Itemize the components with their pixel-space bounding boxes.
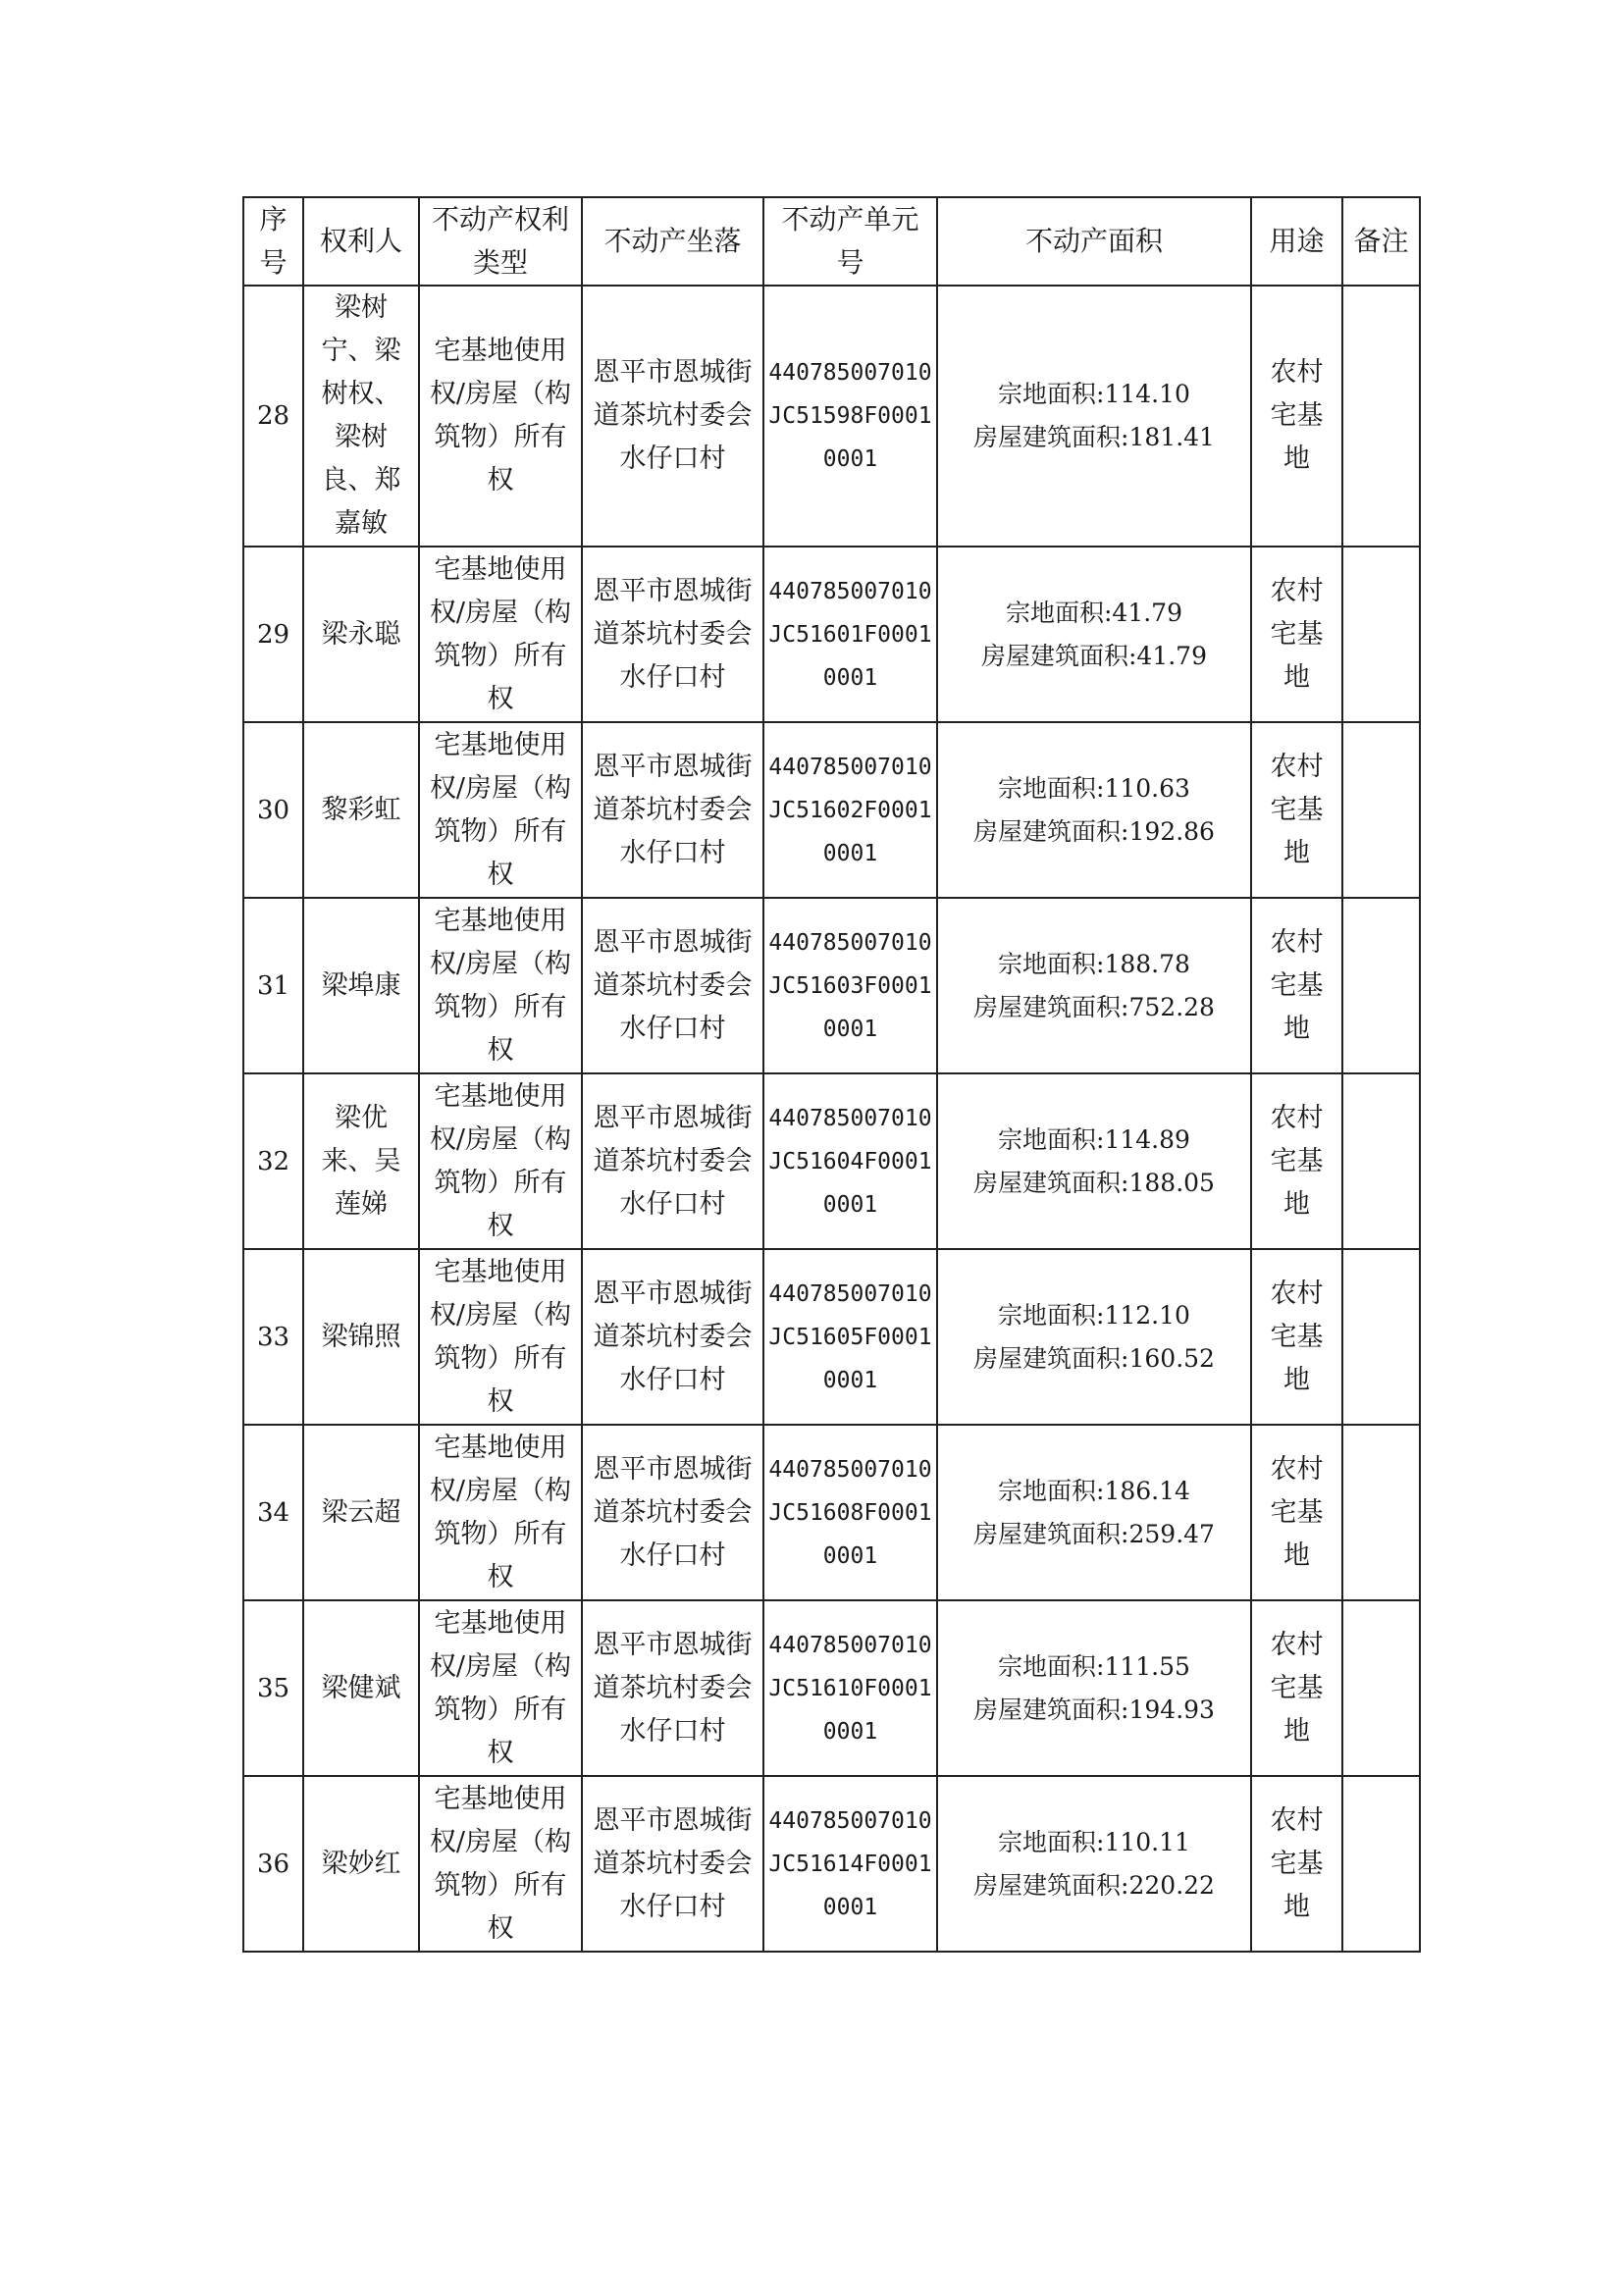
cell-right-type: 宅基地使用权/房屋（构筑物）所有权: [419, 547, 582, 722]
land-area: 宗地面积:188.78: [998, 949, 1190, 978]
cell-area: [937, 1776, 1251, 1952]
building-area: 房屋建筑面积:188.05: [973, 1168, 1215, 1197]
cell-usage: 农村宅基地: [1251, 1600, 1342, 1776]
cell-right-type: 宅基地使用权/房屋（构筑物）所有权: [419, 286, 582, 547]
header-row: [243, 197, 1420, 286]
land-area: 宗地面积:186.14: [998, 1476, 1190, 1505]
table-row: [243, 1425, 1420, 1600]
cell-right-type: 宅基地使用权/房屋（构筑物）所有权: [419, 722, 582, 898]
cell-holder: 梁妙红: [303, 1776, 419, 1952]
cell-remark: [1342, 1249, 1420, 1425]
cell-holder: 梁永聪: [303, 547, 419, 722]
land-area: 宗地面积:114.89: [998, 1124, 1190, 1154]
land-area: 宗地面积:110.63: [998, 773, 1190, 803]
header-area: 不动产面积: [937, 197, 1251, 286]
header-location: 不动产坐落: [582, 197, 763, 286]
header-no: 序号: [243, 197, 303, 286]
cell-remark: [1342, 898, 1420, 1073]
cell-unit-no: 440785007010JC51604F00010001: [763, 1073, 937, 1249]
cell-holder: 梁健斌: [303, 1600, 419, 1776]
table-row: [243, 1073, 1420, 1249]
land-area: 宗地面积:114.10: [998, 380, 1190, 408]
cell-location: 恩平市恩城街道茶坑村委会水仔口村: [582, 722, 763, 898]
cell-usage: 农村宅基地: [1251, 1776, 1342, 1952]
header-usage: 用途: [1251, 197, 1342, 286]
cell-unit-no: 440785007010JC51608F00010001: [763, 1425, 937, 1600]
building-area: 房屋建筑面积:259.47: [973, 1519, 1215, 1548]
cell-remark: [1342, 547, 1420, 722]
header-right-type: 不动产权利类型: [419, 197, 582, 286]
header-holder: 权利人: [303, 197, 419, 286]
land-area: 宗地面积:110.11: [998, 1827, 1190, 1856]
cell-area: [937, 286, 1251, 547]
cell-remark: [1342, 1600, 1420, 1776]
cell-no: 31: [243, 898, 303, 1073]
land-area: 宗地面积:112.10: [998, 1300, 1190, 1330]
building-area: 房屋建筑面积:41.79: [981, 641, 1207, 670]
land-area: 宗地面积:41.79: [1006, 598, 1182, 627]
cell-location: 恩平市恩城街道茶坑村委会水仔口村: [582, 547, 763, 722]
cell-no: 28: [243, 286, 303, 547]
cell-holder: 黎彩虹: [303, 722, 419, 898]
cell-location: 恩平市恩城街道茶坑村委会水仔口村: [582, 898, 763, 1073]
cell-holder: 梁埠康: [303, 898, 419, 1073]
table-row: [243, 898, 1420, 1073]
cell-right-type: 宅基地使用权/房屋（构筑物）所有权: [419, 1249, 582, 1425]
cell-usage: 农村宅基地: [1251, 1249, 1342, 1425]
cell-right-type: 宅基地使用权/房屋（构筑物）所有权: [419, 898, 582, 1073]
document-sheet: [242, 196, 1421, 1953]
building-area: 房屋建筑面积:194.93: [973, 1695, 1215, 1724]
cell-right-type: 宅基地使用权/房屋（构筑物）所有权: [419, 1600, 582, 1776]
cell-area: [937, 1425, 1251, 1600]
table-row: [243, 1600, 1420, 1776]
cell-remark: [1342, 286, 1420, 547]
cell-location: 恩平市恩城街道茶坑村委会水仔口村: [582, 1776, 763, 1952]
cell-right-type: 宅基地使用权/房屋（构筑物）所有权: [419, 1776, 582, 1952]
cell-unit-no: 440785007010JC51605F00010001: [763, 1249, 937, 1425]
cell-usage: 农村宅基地: [1251, 547, 1342, 722]
cell-holder: 梁树宁、梁树权、梁树良、郑嘉敏: [303, 286, 419, 547]
table-row: [243, 722, 1420, 898]
building-area: 房屋建筑面积:752.28: [973, 992, 1215, 1021]
header-unit-no: 不动产单元号: [763, 197, 937, 286]
building-area: 房屋建筑面积:192.86: [973, 816, 1215, 846]
cell-location: 恩平市恩城街道茶坑村委会水仔口村: [582, 1425, 763, 1600]
cell-right-type: 宅基地使用权/房屋（构筑物）所有权: [419, 1425, 582, 1600]
cell-unit-no: 440785007010JC51614F00010001: [763, 1776, 937, 1952]
cell-usage: 农村宅基地: [1251, 898, 1342, 1073]
cell-no: 35: [243, 1600, 303, 1776]
cell-area: [937, 722, 1251, 898]
cell-remark: [1342, 1073, 1420, 1249]
cell-unit-no: 440785007010JC51602F00010001: [763, 722, 937, 898]
cell-area: [937, 1073, 1251, 1249]
cell-no: 36: [243, 1776, 303, 1952]
cell-holder: 梁优来、吴莲娣: [303, 1073, 419, 1249]
table-row: [243, 1776, 1420, 1952]
cell-no: 32: [243, 1073, 303, 1249]
cell-remark: [1342, 1425, 1420, 1600]
cell-area: [937, 1249, 1251, 1425]
cell-location: 恩平市恩城街道茶坑村委会水仔口村: [582, 1249, 763, 1425]
cell-remark: [1342, 1776, 1420, 1952]
table-row: [243, 547, 1420, 722]
cell-usage: 农村宅基地: [1251, 286, 1342, 547]
cell-unit-no: 440785007010JC51603F00010001: [763, 898, 937, 1073]
cell-area: [937, 1600, 1251, 1776]
cell-usage: 农村宅基地: [1251, 1073, 1342, 1249]
cell-unit-no: 440785007010JC51610F00010001: [763, 1600, 937, 1776]
cell-no: 29: [243, 547, 303, 722]
header-remark: 备注: [1342, 197, 1420, 286]
table-row: [243, 1249, 1420, 1425]
cell-remark: [1342, 722, 1420, 898]
building-area: 房屋建筑面积:181.41: [973, 423, 1215, 451]
cell-holder: 梁云超: [303, 1425, 419, 1600]
building-area: 房屋建筑面积:220.22: [973, 1870, 1215, 1900]
cell-area: [937, 547, 1251, 722]
cell-location: 恩平市恩城街道茶坑村委会水仔口村: [582, 1073, 763, 1249]
cell-usage: 农村宅基地: [1251, 722, 1342, 898]
building-area: 房屋建筑面积:160.52: [973, 1343, 1215, 1373]
cell-right-type: 宅基地使用权/房屋（构筑物）所有权: [419, 1073, 582, 1249]
property-registry-table: [242, 196, 1421, 1953]
cell-holder: 梁锦照: [303, 1249, 419, 1425]
cell-usage: 农村宅基地: [1251, 1425, 1342, 1600]
cell-unit-no: 440785007010JC51601F00010001: [763, 547, 937, 722]
cell-location: 恩平市恩城街道茶坑村委会水仔口村: [582, 286, 763, 547]
cell-no: 34: [243, 1425, 303, 1600]
cell-location: 恩平市恩城街道茶坑村委会水仔口村: [582, 1600, 763, 1776]
cell-area: [937, 898, 1251, 1073]
land-area: 宗地面积:111.55: [998, 1651, 1190, 1681]
cell-unit-no: 440785007010JC51598F00010001: [763, 286, 937, 547]
table-row: [243, 286, 1420, 547]
cell-no: 30: [243, 722, 303, 898]
cell-no: 33: [243, 1249, 303, 1425]
